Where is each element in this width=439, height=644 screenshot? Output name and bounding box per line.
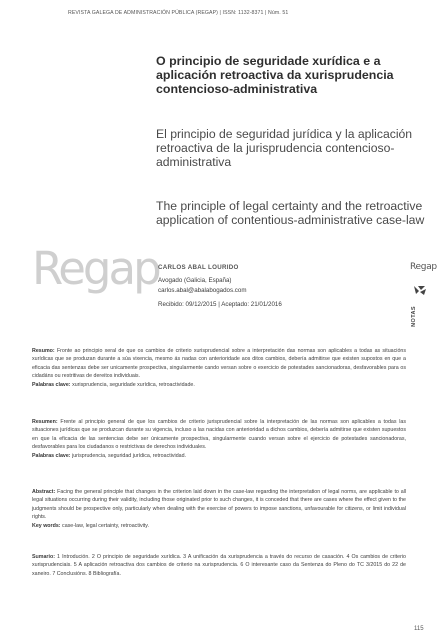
date-separator: | <box>218 301 220 308</box>
keywords-label: Key words: <box>32 522 61 529</box>
abstract-spanish <box>32 418 406 460</box>
author-name: CARLOS ABAL LOURIDO <box>158 264 239 271</box>
journal-issn: ISSN: 1132-8371 <box>222 10 264 16</box>
accepted-date: Aceptado: 21/01/2016 <box>221 301 282 308</box>
abstract-text: Fronte ao principio xeral de que os cambios de criterio xurisprudencial sobre a interpretación das normas son aplicables a todas as situacións xurídicas que se produzan durante a súa vixencia, mesmo ás nadas con anterioridade aos ditos cambios, debería admitirse que existen supostos en que a eficacia das sentenzas debe ser unicamente prospectiva, singularmente cando versan sobre o exercicio de potestades sancionadoras, desfavorables para os cidadáns ou restritivas de dereitos individuais. <box>32 348 406 380</box>
author-email[interactable]: carlos.abal@abalabogados.com <box>158 287 247 294</box>
keywords-label: Palabras clave: <box>32 381 71 388</box>
keywords-text: jurisprudencia, seguridad jurídica, retroactividad. <box>72 452 187 459</box>
abstract-english <box>32 488 406 530</box>
author-block <box>158 263 282 310</box>
keywords-text: case-law, legal certainty, retroactivity. <box>62 522 149 529</box>
journal-name: REVISTA GALEGA DE ADMINISTRACIÓN PÚBLICA (REGAP) <box>68 10 218 16</box>
abstract-label: Resumen: <box>32 419 58 425</box>
journal-issue: Núm. 51 <box>268 10 289 16</box>
keywords-label: Palabras clave: <box>32 452 71 459</box>
abstract-label: Resumo: <box>32 348 55 354</box>
title-galician: O principio de seguridade xurídica e a aplicación retroactiva da xurisprudencia contencioso-administrativa <box>156 54 394 96</box>
abstract-text: Frente al principio general de que los cambios de criterio jurisprudencial sobre la interpretación de las normas son aplicables a todas las situaciones jurídicas que se produzcan durante su vigencia, incluso a las nacidas con anterioridad a dichos cambios, debería admitirse que existen supuestos en que la eficacia de las sentencias debe ser únicamente prospectiva, singularmente cuando versan sobre el ejercicio de potestades sancionadoras, desfavorables para los ciudadanos o restrictivas de derechos individuales. <box>32 419 406 451</box>
journal-header <box>68 10 288 16</box>
received-date: Recibido: 09/12/2015 <box>158 301 217 308</box>
abstract-label: Abstract: <box>32 489 56 495</box>
author-role: Avogado (Galicia, España) <box>158 277 232 284</box>
abstract-galician <box>32 347 406 389</box>
keywords-text: xurisprudencia, seguridade xurídica, retroactividade. <box>72 381 195 388</box>
title-english: The principle of legal certainty and the retroactive application of contentious-administrative case-law <box>156 199 425 228</box>
table-of-contents-summary <box>32 553 406 578</box>
article-dates <box>158 300 282 310</box>
regap-logo: Regap <box>32 242 159 295</box>
summary-text: 1 Introdución. 2 O principio de seguridade xurídica. 3 A unificación da xurisprudencia a través do recurso de casación. 4 Os cambios de criterio xurisprudenciais. 5 A aplicación retroactiva dos cambios de criterio na xurisprudencia. 6 O interesante caso da Sentenza do Pleno do TC 3/2015 do 22 de xaneiro. 7 Conclusións. 8 Bibliografía. <box>32 554 406 577</box>
section-label: NOTAS <box>411 306 417 327</box>
emblem-icon <box>413 284 427 296</box>
title-spanish: El principio de seguridad jurídica y la aplicación retroactiva de la jurisprudencia contencioso-administrativa <box>156 127 413 170</box>
abstract-text: Facing the general principle that changes in the criterion laid down in the case-law regarding the interpretation of legal norms, are applicable to all legal situations occurring during their validity, including those originated prior to such changes, it is conceded that there are cases where the effect given to the judgments should be prospective only, particularly when dealing with the exercise of powers to impose sanctions, unfavourable for citizens, or limit individual rights. <box>32 489 407 521</box>
regap-small-logo: Regap <box>410 262 437 272</box>
page-number: 115 <box>414 626 424 632</box>
header-separator: | <box>219 10 221 16</box>
header-separator: | <box>265 10 267 16</box>
summary-label: Sumario: <box>32 554 55 560</box>
